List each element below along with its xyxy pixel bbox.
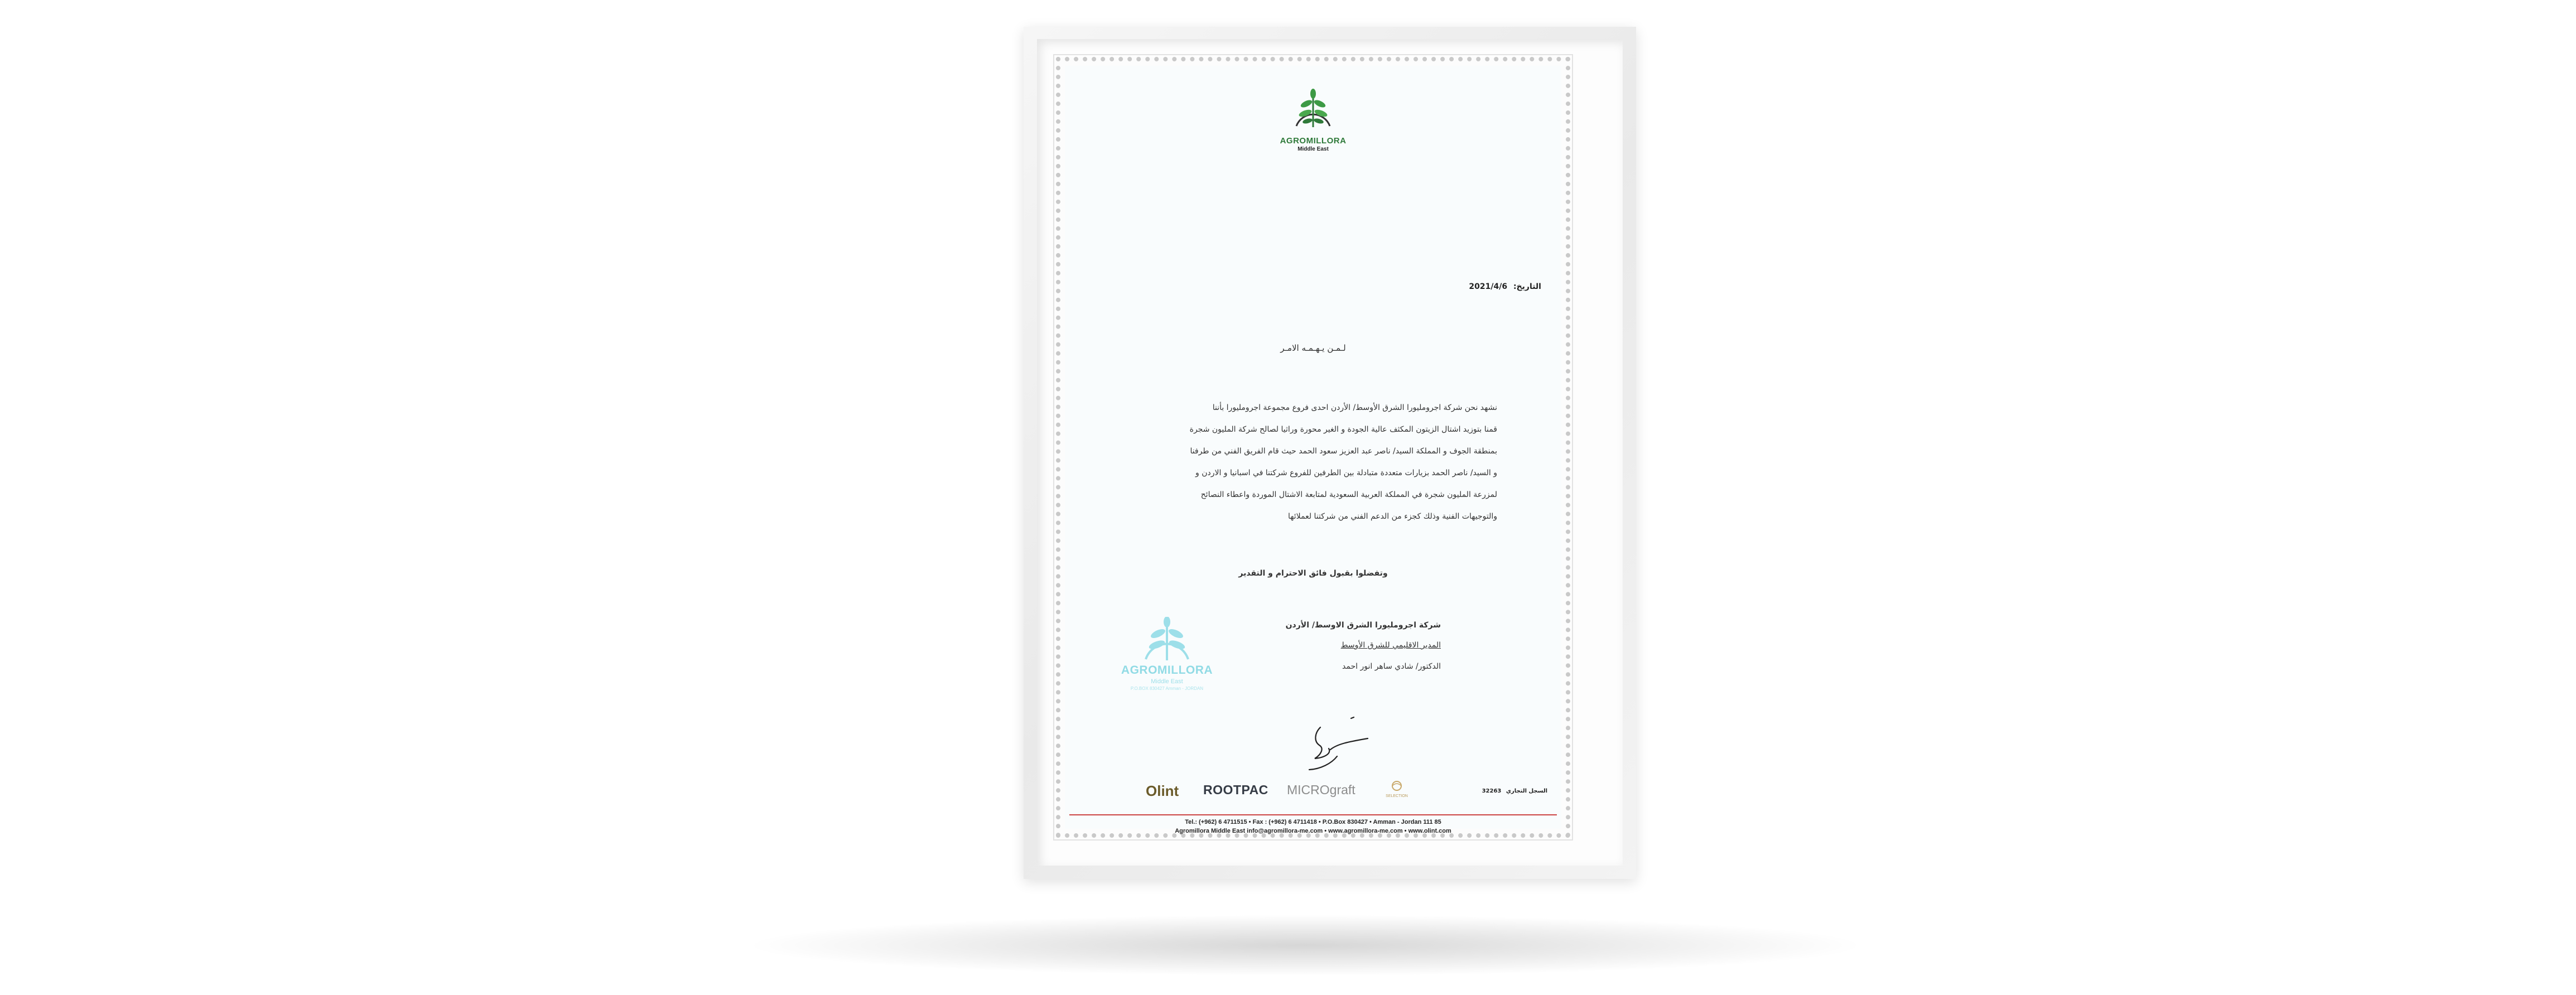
pot-logo [1380,780,1414,798]
footer-contact-line: Tel.: (+962) 6 4711515 • Fax : (+962) 6 4711418 • P.O.Box 830427 • Amman - Jordan 111 85 [1185,819,1441,825]
rootpac-logo: ROOTPAC [1203,783,1268,797]
pot-logo-text: SELECTION [1386,794,1408,798]
micrograft-logo: MICROgraft [1287,783,1355,797]
logo-subtitle: Middle East [1297,146,1329,152]
letter-subject: لـمـن يـهـمـه الامـر [1280,343,1346,353]
handwritten-signature [1298,716,1376,777]
signatory-name: الدكتور/ شادي ساهر انور احمد [1342,662,1441,671]
stamp-name: AGROMILLORA [1121,664,1213,677]
logo-name: AGROMILLORA [1280,136,1347,146]
agromillora-logo [1274,87,1352,152]
footer-web-line: Agromillora Middle East info@agromillora-me.com • www.agromillora-me.com • www.olint.com [1175,828,1451,834]
signatory-block [1286,621,1441,671]
registration-number: 32263 [1482,788,1502,794]
pot-icon [1389,780,1405,791]
body-line: بمنطقة الجوف و المملكة السيد/ ناصر عبد العزيز سعود الحمد حيث قام الفريق الفني من طرفنا [1190,447,1497,456]
partner-logos [1146,783,1547,805]
body-line: و السيد/ ناصر الحمد بزيارات متعددة متبادلة بين الطرفين للفروع شركتنا في اسبانيا و الاردن و [1195,468,1497,477]
olint-logo: Olint [1146,783,1179,799]
stamp-sapling-icon [1139,617,1195,661]
picture-frame [1024,27,1636,879]
floor-shadow [742,915,1869,976]
registration-label: السجل التجاري [1506,788,1547,794]
date-line [1465,282,1541,291]
body-line: والتوجيهات الفنية وذلك كجزء من الدعم الفني من شركتنا لعملائها [1288,512,1497,521]
date-value: 2021/4/6 [1469,282,1508,291]
body-line: قمنا بتوزيد اشتال الزيتون المكثف عالية الجودة و الغير محورة وراثيا لصالح شركة المليون شجرة [1189,425,1497,434]
letter-footer [1069,814,1557,835]
company-stamp [1120,617,1214,691]
certificate-letter [1065,66,1561,834]
body-line: لمزرعة المليون شجرة في المملكة العربية السعودية لمتابعة الاشتال الموردة واعطاء النصائح [1200,490,1497,499]
stamp-address: P.O.BOX 830427 Amman - JORDAN [1130,686,1204,691]
body-line: نشهد نحن شركة اجرومليورا الشرق الأوسط/ الأردن احدى فروع مجموعة اجرومليورا بأننا [1212,403,1497,412]
date-label: التاريخ: [1513,282,1541,291]
letter-closing: وتفضلوا بقبول فائق الاحترام و التقدير [1238,569,1388,578]
stamp-subtitle: Middle East [1151,678,1183,685]
letter-body [1129,397,1497,528]
signatory-company: شركة اجرومليورا الشرق الاوسط/ الأردن [1285,621,1441,630]
sapling-logo-icon [1291,87,1335,135]
commercial-registration [1479,788,1547,794]
signatory-title: المدير الاقليمي للشرق الأوسط [1340,641,1441,650]
